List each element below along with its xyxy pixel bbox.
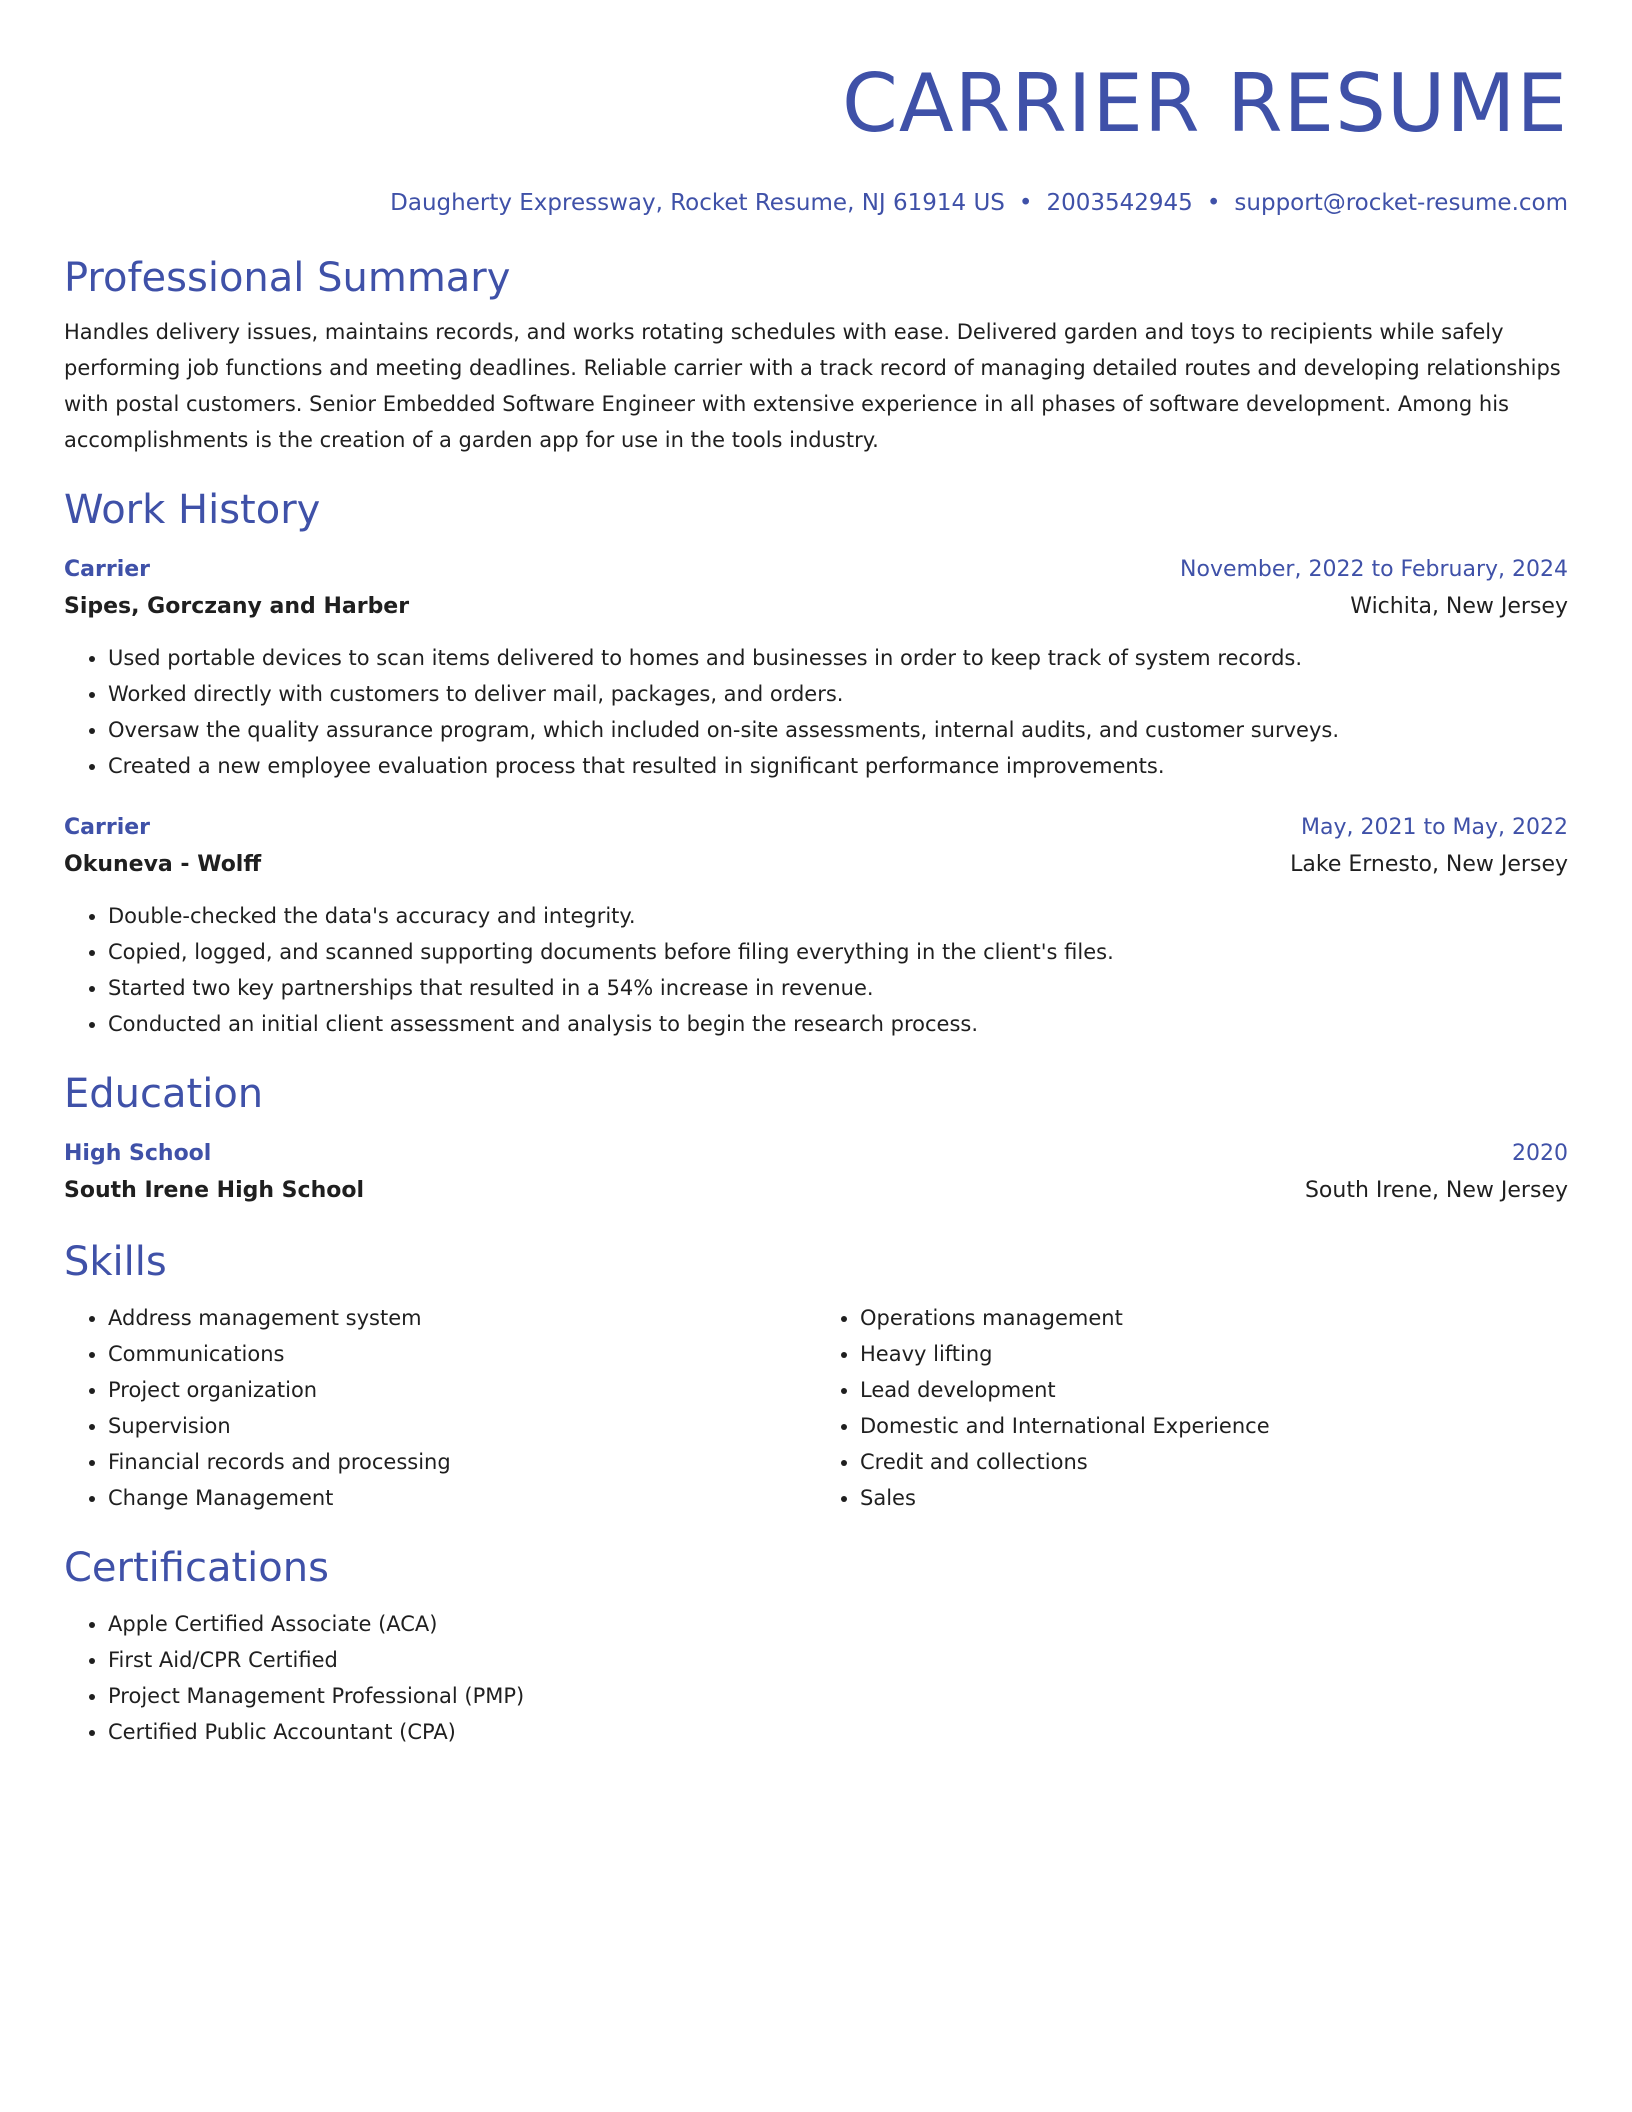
list-item: • Oversaw the quality assurance program, which included on-site assessments, internal audits, and customer surveys. (108, 712, 1568, 748)
list-item: • Financial records and processing (108, 1444, 816, 1480)
list-item: • Operations management (860, 1300, 1568, 1336)
summary-section (64, 252, 1568, 458)
job-company-row (64, 588, 1568, 626)
skills-section (64, 1236, 1568, 1516)
summary-text: Handles delivery issues, maintains records, and works rotating schedules with ease. Delivered garden and toys to recipients while safely performing job functions and meeting deadlines. Reliable carrier with a track record of managing detailed routes and developing relationships with postal customers. Senior Embedded Software Engineer with extensive experience in all phases of software development. Among his accomplishments is the creation of a garden app for use in the tools industry. (64, 320, 1561, 452)
list-item: • Worked directly with customers to deliver mail, packages, and orders. (108, 676, 1568, 712)
job-role: Carrier (64, 557, 151, 582)
list-item: • Sales (860, 1480, 1568, 1516)
work-history-section (64, 484, 1568, 1042)
list-item: • Heavy lifting (860, 1336, 1568, 1372)
skills-grid (64, 1300, 1568, 1516)
skills-column-right (816, 1300, 1568, 1516)
list-item: • Communications (108, 1336, 816, 1372)
resume-header (64, 56, 1568, 218)
certifications-list (64, 1606, 1568, 1750)
job-company-row (64, 846, 1568, 884)
job-header-row (64, 810, 1568, 846)
section-title-summary: Professional Summary (64, 255, 511, 301)
job-role: Carrier (64, 815, 151, 840)
section-title-certifications: Certifications (64, 1545, 329, 1591)
list-item: • Apple Certified Associate (ACA) (108, 1606, 1568, 1642)
job-entry (64, 810, 1568, 1042)
education-entry (64, 1136, 1568, 1210)
resume-title: CARRIER RESUME (842, 57, 1568, 150)
education-location: South Irene, New Jersey (1304, 1178, 1568, 1203)
list-item: • Created a new employee evaluation process that resulted in significant performance improvements. (108, 748, 1568, 784)
job-dates: May, 2021 to May, 2022 (1301, 815, 1568, 840)
job-location: Lake Ernesto, New Jersey (1290, 852, 1568, 877)
job-company: Okuneva - Wolff (64, 852, 262, 877)
education-degree: High School (64, 1141, 212, 1166)
job-company: Sipes, Gorczany and Harber (64, 594, 410, 619)
list-item: • Lead development (860, 1372, 1568, 1408)
list-item: • Copied, logged, and scanned supporting documents before filing everything in the client's files. (108, 934, 1568, 970)
education-school: South Irene High School (64, 1178, 364, 1203)
section-title-education: Education (64, 1071, 264, 1117)
list-item: • Project Management Professional (PMP) (108, 1678, 1568, 1714)
job-dates: November, 2022 to February, 2024 (1180, 557, 1568, 582)
job-header-row (64, 552, 1568, 588)
certifications-section (64, 1542, 1568, 1750)
section-title-skills: Skills (64, 1239, 167, 1285)
contact-email: support@rocket-resume.com (1234, 190, 1568, 216)
contact-address: Daugherty Expressway, Rocket Resume, NJ 61914 US (390, 190, 1005, 216)
list-item: • Started two key partnerships that resulted in a 54% increase in revenue. (108, 970, 1568, 1006)
education-header-row (64, 1136, 1568, 1172)
job-entry (64, 552, 1568, 784)
contact-line (64, 188, 1568, 218)
education-section (64, 1068, 1568, 1210)
education-school-row (64, 1172, 1568, 1210)
section-title-work-history: Work History (64, 487, 321, 533)
list-item: • Used portable devices to scan items delivered to homes and businesses in order to keep track of system records. (108, 640, 1568, 676)
list-item: • Project organization (108, 1372, 816, 1408)
list-item: • Change Management (108, 1480, 816, 1516)
contact-separator: • (1018, 190, 1033, 216)
list-item: • Certified Public Accountant (CPA) (108, 1714, 1568, 1750)
list-item: • Address management system (108, 1300, 816, 1336)
list-item: • First Aid/CPR Certified (108, 1642, 1568, 1678)
list-item: • Supervision (108, 1408, 816, 1444)
contact-phone: 2003542945 (1046, 190, 1193, 216)
list-item: • Double-checked the data's accuracy and integrity. (108, 898, 1568, 934)
contact-separator: • (1206, 190, 1221, 216)
list-item: • Domestic and International Experience (860, 1408, 1568, 1444)
list-item: • Credit and collections (860, 1444, 1568, 1480)
job-bullets (64, 898, 1568, 1042)
education-year: 2020 (1512, 1141, 1568, 1166)
job-bullets (64, 640, 1568, 784)
list-item: • Conducted an initial client assessment and analysis to begin the research process. (108, 1006, 1568, 1042)
skills-column-left (64, 1300, 816, 1516)
job-location: Wichita, New Jersey (1350, 594, 1568, 619)
